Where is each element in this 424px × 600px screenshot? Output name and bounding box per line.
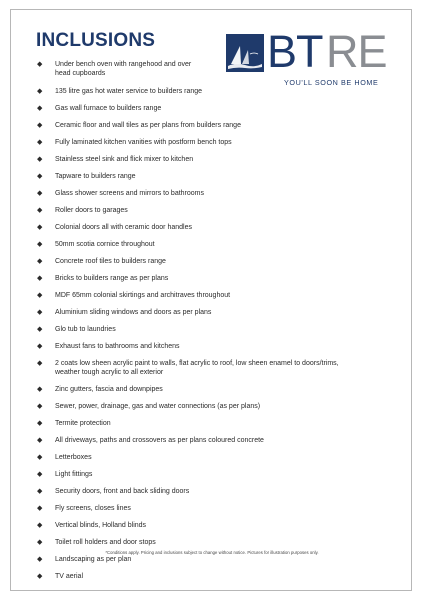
list-item [37,572,377,581]
logo-letters-bt: BT [267,26,323,77]
list-item-text: Termite protection [55,420,111,427]
list-item [37,87,377,96]
list-item-text: Vertical blinds, Holland blinds [55,522,147,529]
list-item [37,155,377,164]
bullet-icon: ◆ [37,488,43,495]
bullet-icon: ◆ [37,556,43,563]
list-item-text: 135 litre gas hot water service to builders range [55,88,203,95]
list-item [37,223,377,232]
page-title: INCLUSIONS [36,30,156,51]
list-item [37,274,377,283]
list-item-text-continued: weather tough acrylic to all exterior [55,369,164,376]
list-item [37,121,377,130]
footnote: *Conditions apply. Pricing and inclusions subject to change without notice. Pictures for illustration purposes only. [105,550,319,555]
list-item-text: Letterboxes [55,454,92,461]
bullet-icon: ◆ [37,241,43,248]
list-item-text: 50mm scotia cornice throughout [55,241,155,248]
bullet-icon: ◆ [37,292,43,299]
logo-letters-re: RE [326,26,387,77]
bullet-icon: ◆ [37,258,43,265]
list-item-text: Ceramic floor and wall tiles as per plans from builders range [55,122,241,129]
logo-tagline: YOU'LL SOON BE HOME [284,78,379,87]
list-item-text: All driveways, paths and crossovers as per plans coloured concrete [55,437,264,444]
list-item-text: Aluminium sliding windows and doors as per plans [55,309,212,316]
list-item [37,342,377,351]
list-item-text: TV aerial [55,573,84,580]
bullet-icon: ◆ [37,522,43,529]
list-item-text: Roller doors to garages [55,207,128,214]
bullet-icon: ◆ [37,190,43,197]
list-item-text: Under bench oven with rangehood and over [55,61,192,68]
bullet-icon: ◆ [37,88,43,95]
list-item [37,172,377,181]
list-item-text: Glo tub to laundries [55,326,116,333]
bullet-icon: ◆ [37,420,43,427]
list-item [37,189,377,198]
list-item [37,470,377,479]
list-item [37,291,377,300]
bullet-icon: ◆ [37,471,43,478]
list-item-text: Security doors, front and back sliding doors [55,488,190,495]
bullet-icon: ◆ [37,454,43,461]
bullet-icon: ◆ [37,539,43,546]
bullet-icon: ◆ [37,343,43,350]
list-item [37,308,377,317]
bullet-icon: ◆ [37,437,43,444]
bullet-icon: ◆ [37,326,43,333]
list-item [37,436,377,445]
inclusions-list [37,60,377,589]
list-item-text: Fully laminated kitchen vanities with postform bench tops [55,139,232,146]
bullet-icon: ◆ [37,207,43,214]
bullet-icon: ◆ [37,573,43,580]
list-item [37,538,377,547]
bullet-icon: ◆ [37,156,43,163]
list-item [37,385,377,394]
bullet-icon: ◆ [37,122,43,129]
list-item-text: Sewer, power, drainage, gas and water connections (as per plans) [55,403,261,410]
list-item [37,104,377,113]
list-item [37,240,377,249]
list-item [37,60,377,78]
list-item [37,419,377,428]
list-item-text: Concrete roof tiles to builders range [55,258,166,265]
list-item-text: Fly screens, closes lines [55,505,131,512]
list-item [37,521,377,530]
list-item-text: Stainless steel sink and flick mixer to kitchen [55,156,194,163]
bullet-icon: ◆ [37,360,43,367]
list-item-text: Tapware to builders range [55,173,136,180]
bullet-icon: ◆ [37,139,43,146]
bullet-icon: ◆ [37,275,43,282]
list-item-text: Landscaping as per plan [55,556,132,563]
list-item [37,487,377,496]
bullet-icon: ◆ [37,309,43,316]
list-item-text: Glass shower screens and mirrors to bathrooms [55,190,204,197]
list-item [37,325,377,334]
list-item-text: Bricks to builders range as per plans [55,275,169,282]
list-item-text: Light fittings [55,471,93,478]
list-item-text: Exhaust fans to bathrooms and kitchens [55,343,180,350]
list-item [37,402,377,411]
list-item [37,257,377,266]
bullet-icon: ◆ [37,105,43,112]
list-item-text: Gas wall furnace to builders range [55,105,162,112]
list-item-text-continued: head cupboards [55,70,106,77]
list-item [37,138,377,147]
list-item-text: Toilet roll holders and door stops [55,539,156,546]
list-item [37,504,377,513]
bullet-icon: ◆ [37,61,43,68]
list-item [37,206,377,215]
list-item-text: 2 coats low sheen acrylic paint to walls, flat acrylic to roof, low sheen enamel to doors/trims, [55,360,339,367]
list-item [37,555,377,564]
list-item [37,453,377,462]
bullet-icon: ◆ [37,386,43,393]
list-item-text: Zinc gutters, fascia and downpipes [55,386,163,393]
bullet-icon: ◆ [37,403,43,410]
list-item [37,359,377,377]
bullet-icon: ◆ [37,505,43,512]
list-item-text: Colonial doors all with ceramic door handles [55,224,192,231]
bullet-icon: ◆ [37,173,43,180]
bullet-icon: ◆ [37,224,43,231]
list-item-text: MDF 65mm colonial skirtings and architraves throughout [55,292,231,299]
